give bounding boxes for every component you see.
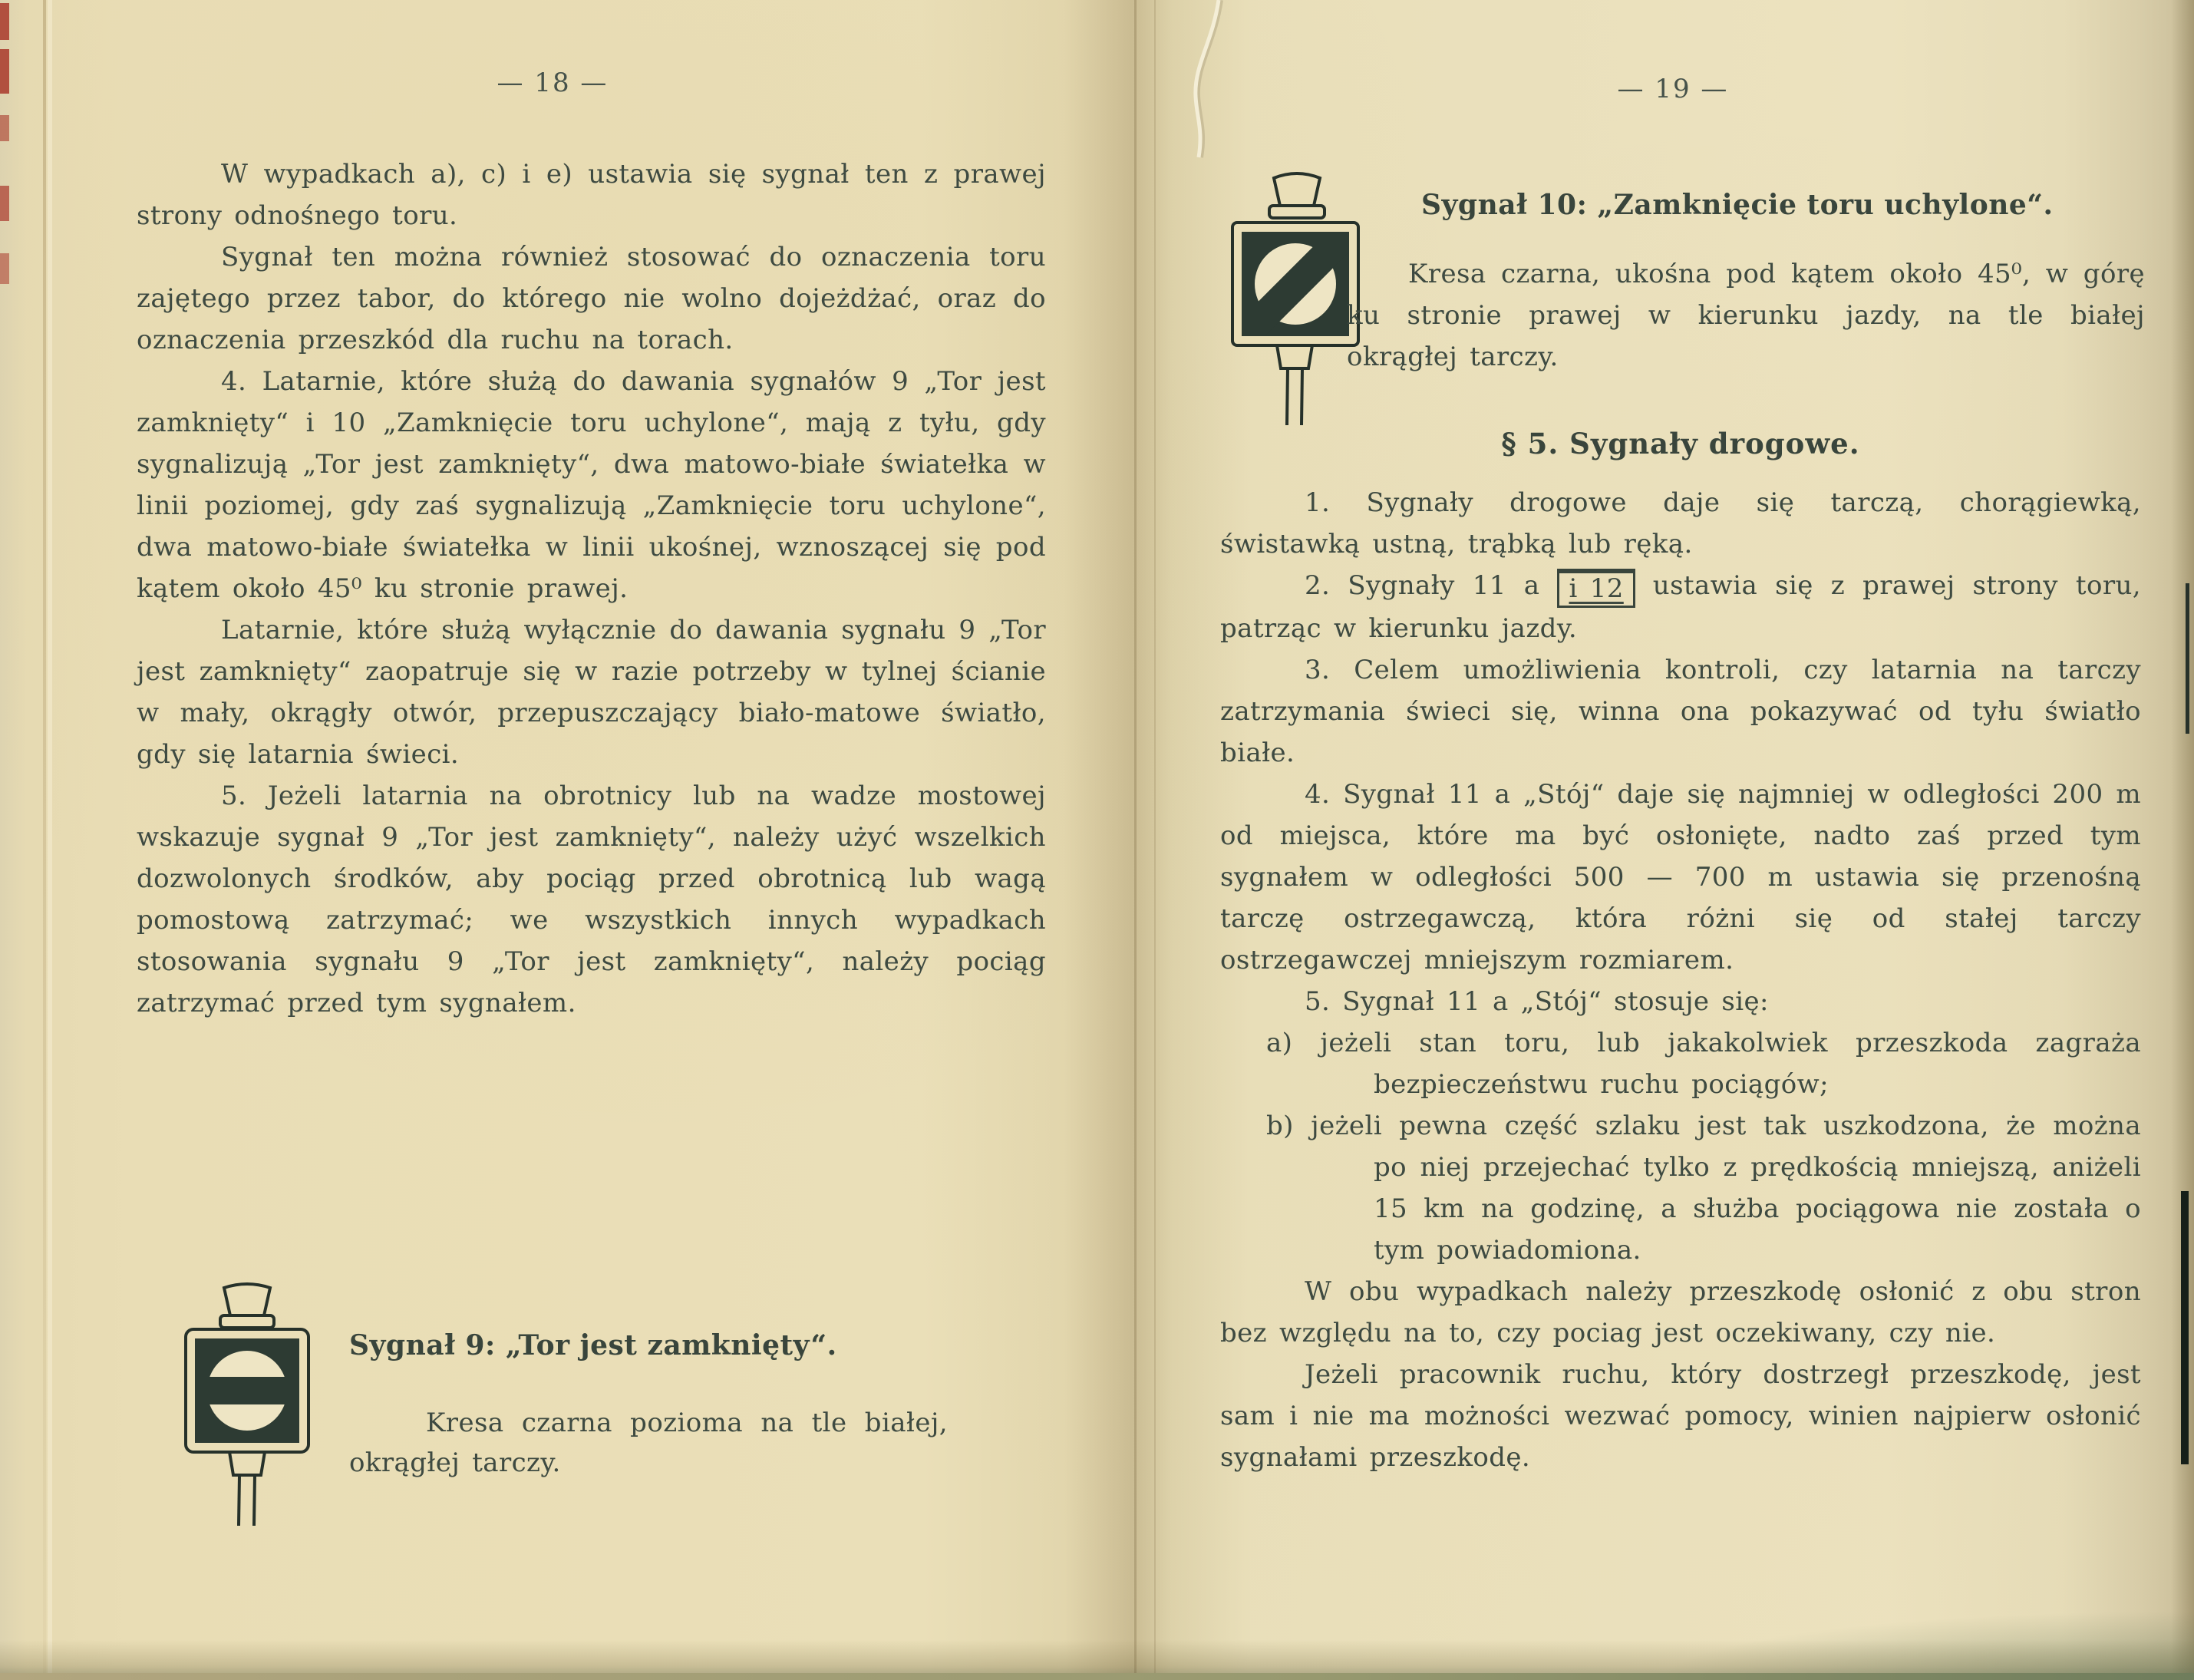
paragraph: 5. Jeżeli latarnia na obrotnicy lub na wadze mostowej wskazuje sygnał 9 „Tor jest zamknięty“, należy użyć wszelkich dozwolonych środków, aby pociąg przed obrotnicą lub wagą pomostową zatrzymać; we wszystkich innych wypadkach stosowania sygnału 9 „Tor jest zamknięty“, należy pociąg zatrzymać przed tym sygnałem.	[137, 781, 1046, 1018]
paragraph-segment: 2. Sygnały 11 a	[1305, 570, 1558, 601]
red-edge-mark	[0, 3, 9, 40]
gutter-crease	[1134, 0, 1137, 1680]
paragraph-segment: ustawia się z prawej strony toru, patrząc w kierunku jazdy.	[1220, 570, 2141, 644]
paragraph: 5. Sygnał 11 a „Stój“ stosuje się:	[1305, 986, 1769, 1017]
list-text: jeżeli pewna część szlaku jest tak uszkodzona, że można po niej przejechać tylko z prędkością mniejszą, aniżeli 15 km na godzinę, a służba pociągowa nie została o tym powiadomiona.	[1311, 1111, 2142, 1266]
figure-heading-signal-9: Sygnał 9: „Tor jest zamknięty“.	[349, 1329, 837, 1361]
gutter-crease-2	[1154, 0, 1156, 1680]
section-heading: § 5. Sygnały drogowe.	[1501, 427, 1860, 460]
figure-caption-signal-9: Kresa czarna pozioma na tle białej, okrągłej tarczy.	[349, 1408, 948, 1478]
red-edge-mark	[0, 253, 9, 284]
signal-9-lantern-figure	[182, 1280, 312, 1527]
paragraph-with-box	[1220, 565, 2141, 649]
left-page-text-block	[137, 153, 1046, 1024]
list-item-a	[1220, 1022, 2141, 1105]
page-number-left: — 18 —	[497, 68, 609, 98]
margin-emphasis-line-thick	[2181, 1191, 2189, 1464]
paragraph: 3. Celem umożliwienia kontroli, czy latarnia na tarczy zatrzymania świeci się, winna ona pokazywać od tyłu światło białe.	[1220, 655, 2141, 768]
signal-10-lantern-figure	[1225, 167, 1364, 427]
paragraph: W obu wypadkach należy przeszkodę osłonić z obu stron bez względu na to, czy pociag jest oczekiwany, czy nie.	[1220, 1276, 2141, 1348]
figure-heading-signal-10: Sygnał 10: „Zamknięcie toru uchylone“.	[1421, 189, 2054, 221]
list-item-b	[1220, 1105, 2141, 1271]
page-crease-left	[43, 0, 46, 1680]
boxed-correction-text: i 12	[1557, 569, 1635, 608]
figure-caption-signal-10: Kresa czarna, ukośna pod kątem około 45⁰, w górę ku stronie prawej w kierunku jazdy, na tle białej okrągłej tarczy.	[1347, 259, 2145, 372]
paragraph: 1. Sygnały drogowe daje się tarczą, chorągiewką, świstawką ustną, trąbką lub ręką.	[1220, 487, 2141, 559]
paragraph: Jeżeli pracownik ruchu, który dostrzegł przeszkodę, jest sam i nie ma możności wezwać pomocy, winien najpierw osłonić sygnałami przeszkodę.	[1220, 1359, 2141, 1473]
page-number-right: — 19 —	[1617, 74, 1729, 104]
list-text: jeżeli stan toru, lub jakakolwiek przeszkoda zagraża bezpieczeństwu ruchu pociągów;	[1320, 1028, 2141, 1100]
margin-emphasis-line-thin	[2186, 583, 2189, 734]
paragraph: 4. Sygnał 11 a „Stój“ daje się najmniej w odległości 200 m od miejsca, które ma być osłonięte, nadto zaś przed tym sygnałem w odległości 500 — 700 m ustawia się przenośną tarczę ostrzegawczą, która różni się od stałej tarczy ostrzegawczej mniejszym rozmiarem.	[1220, 779, 2141, 975]
paragraph: Sygnał ten można również stosować do oznaczenia toru zajętego przez tabor, do którego nie wolno dojeżdżać, oraz do oznaczenia przeszkód dla ruchu na torach.	[137, 242, 1046, 355]
red-edge-mark	[0, 49, 9, 94]
list-marker: b)	[1266, 1111, 1294, 1141]
right-page-text-block	[1220, 482, 2141, 1478]
red-edge-mark	[0, 115, 9, 141]
list-marker: a)	[1266, 1028, 1293, 1058]
red-edge-mark	[0, 186, 9, 221]
page-crease-highlight	[48, 0, 52, 1680]
scan-corner-tint	[1657, 1611, 2194, 1680]
paragraph: W wypadkach a), c) i e) ustawia się sygnał ten z prawej strony odnośnego toru.	[137, 159, 1046, 231]
paragraph: 4. Latarnie, które służą do dawania sygnałów 9 „Tor jest zamknięty“ i 10 „Zamknięcie toru uchylone“, mają z tyłu, gdy sygnalizują „Tor jest zamknięty“, dwa matowo-białe światełka w linii poziomej, gdy zaś sygnalizują „Zamknięcie toru uchylone“, dwa matowo-białe światełka w linii ukośnej, wznoszącej się pod kątem około 45⁰ ku stronie prawej.	[137, 366, 1046, 604]
page-edge-line-bottom	[0, 1673, 2194, 1680]
paragraph: Latarnie, które służą wyłącznie do dawania sygnału 9 „Tor jest zamknięty“ zaopatruje się w razie potrzeby w tylnej ścianie w mały, okrągły otwór, przepuszczający biało-matowe światło, gdy się latarnia świeci.	[137, 615, 1046, 770]
